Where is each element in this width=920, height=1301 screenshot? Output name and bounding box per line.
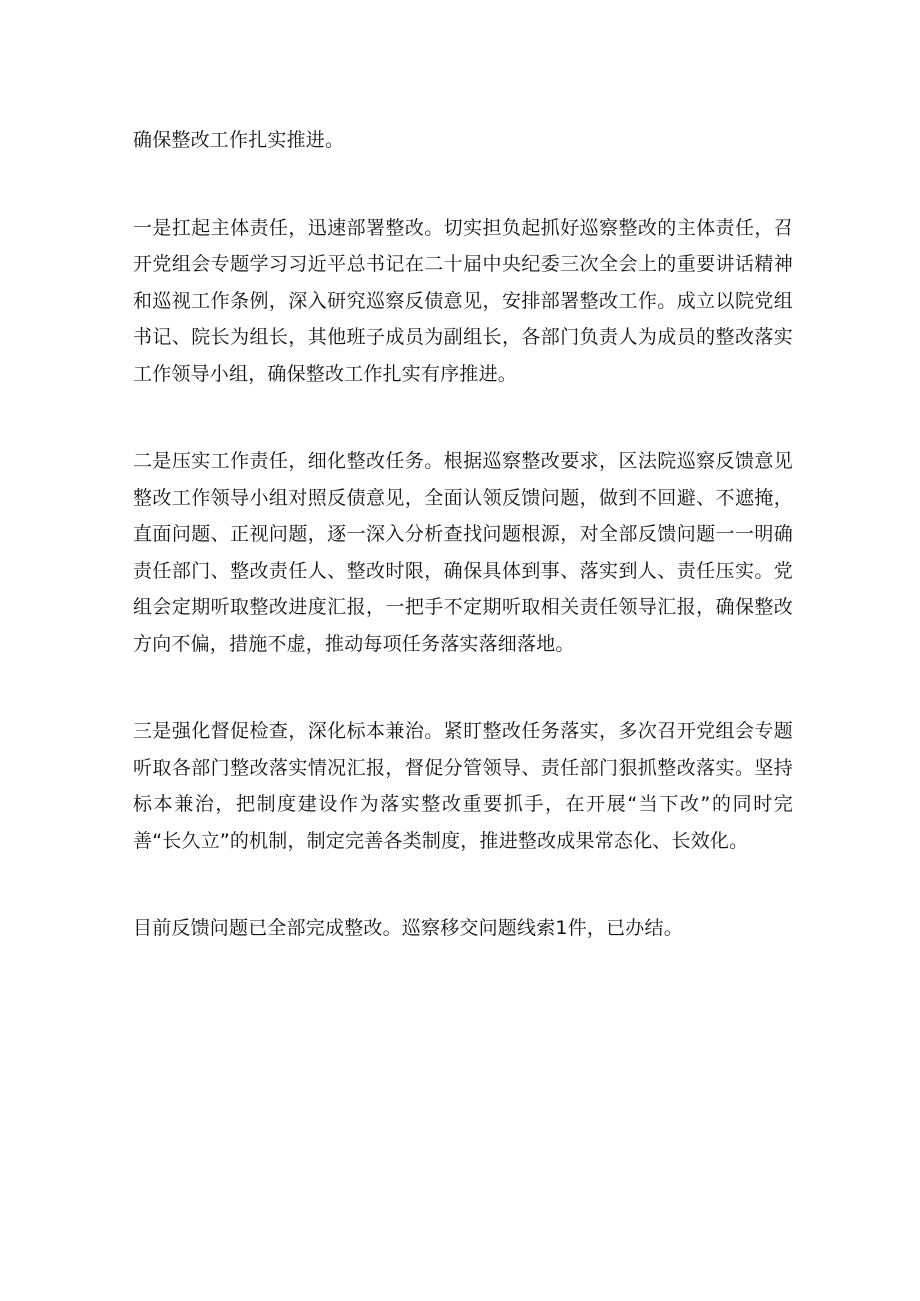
paragraph-current-status: 目前反馈问题已全部完成整改。巡察移交问题线索1件，已办结。	[133, 917, 683, 939]
document-body	[133, 122, 793, 947]
paragraph-intro-line: 确保整改工作扎实推进。	[133, 129, 345, 151]
paragraph-supervision-inspection: 三是强化督促检查，深化标本兼治。紧盯整改任务落实，多次召开党组会专题听取各部门整改落实情况汇报，督促分管领导、责任部门狠抓整改落实。坚持标本兼治，把制度建设作为落实整改重要抓手，在开展“当下改”的同时完善“长久立”的机制，制定完善各类制度，推进整改成果常态化、长效化。	[133, 720, 793, 852]
paragraph-main-responsibility: 一是扛起主体责任，迅速部署整改。切实担负起抓好巡察整改的主体责任，召开党组会专题学习习近平总书记在二十届中央纪委三次全会上的重要讲话精神和巡视工作条例，深入研究巡察反债意见，安排部署整改工作。成立以院党组书记、院长为组长，其他班子成员为副组长，各部门负责人为成员的整改落实工作领导小组，确保整改工作扎实有序推进。	[133, 216, 793, 385]
paragraph-work-responsibility: 二是压实工作责任，细化整改任务。根据巡察整改要求，区法院巡察反馈意见整改工作领导小组对照反债意见，全面认领反馈问题，做到不回避、不遮掩，直面问题、正视问题，逐一深入分析查找问题根源，对全部反馈问题一一明确责任部门、整改责任人、整改时限，确保具体到事、落实到人、责任压实。党组会定期听取整改进度汇报，一把手不定期听取相关责任领导汇报，确保整改方向不偏，措施不虚，推动每项任务落实落细落地。	[133, 450, 793, 655]
